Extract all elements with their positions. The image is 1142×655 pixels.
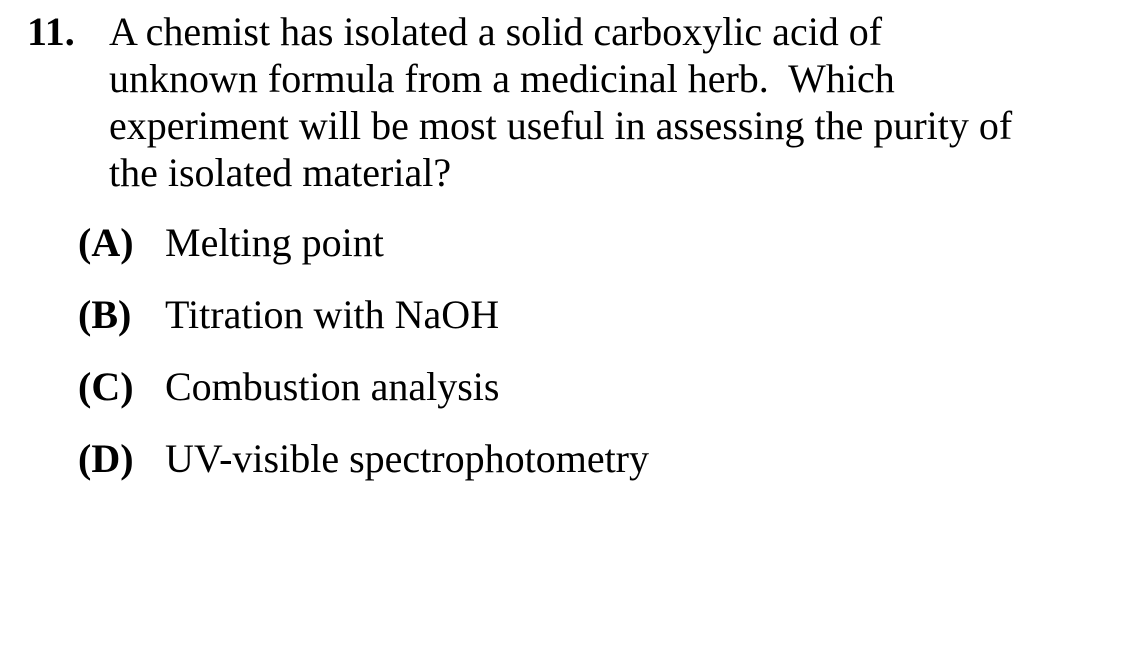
option-d-letter: (D) bbox=[78, 436, 134, 481]
question-stem bbox=[109, 8, 1119, 196]
option-c-text: Combustion analysis bbox=[165, 364, 500, 409]
question-number: 11. bbox=[27, 9, 75, 54]
stem-line-1: A chemist has isolated a solid carboxylic acid of bbox=[109, 9, 883, 54]
option-a-letter: (A) bbox=[78, 220, 134, 265]
stem-line-4: the isolated material? bbox=[109, 150, 452, 195]
option-a bbox=[78, 215, 1078, 287]
answer-options bbox=[78, 215, 1078, 503]
option-b bbox=[78, 287, 1078, 359]
option-c bbox=[78, 359, 1078, 431]
option-b-letter: (B) bbox=[78, 292, 132, 337]
option-c-letter: (C) bbox=[78, 364, 134, 409]
option-d bbox=[78, 431, 1078, 503]
option-a-text: Melting point bbox=[165, 220, 384, 265]
option-d-text: UV-visible spectrophotometry bbox=[165, 436, 650, 481]
stem-line-3: experiment will be most useful in assessing the purity of bbox=[109, 103, 1013, 148]
stem-line-2: unknown formula from a medicinal herb. Which bbox=[109, 56, 895, 101]
option-b-text: Titration with NaOH bbox=[165, 292, 500, 337]
